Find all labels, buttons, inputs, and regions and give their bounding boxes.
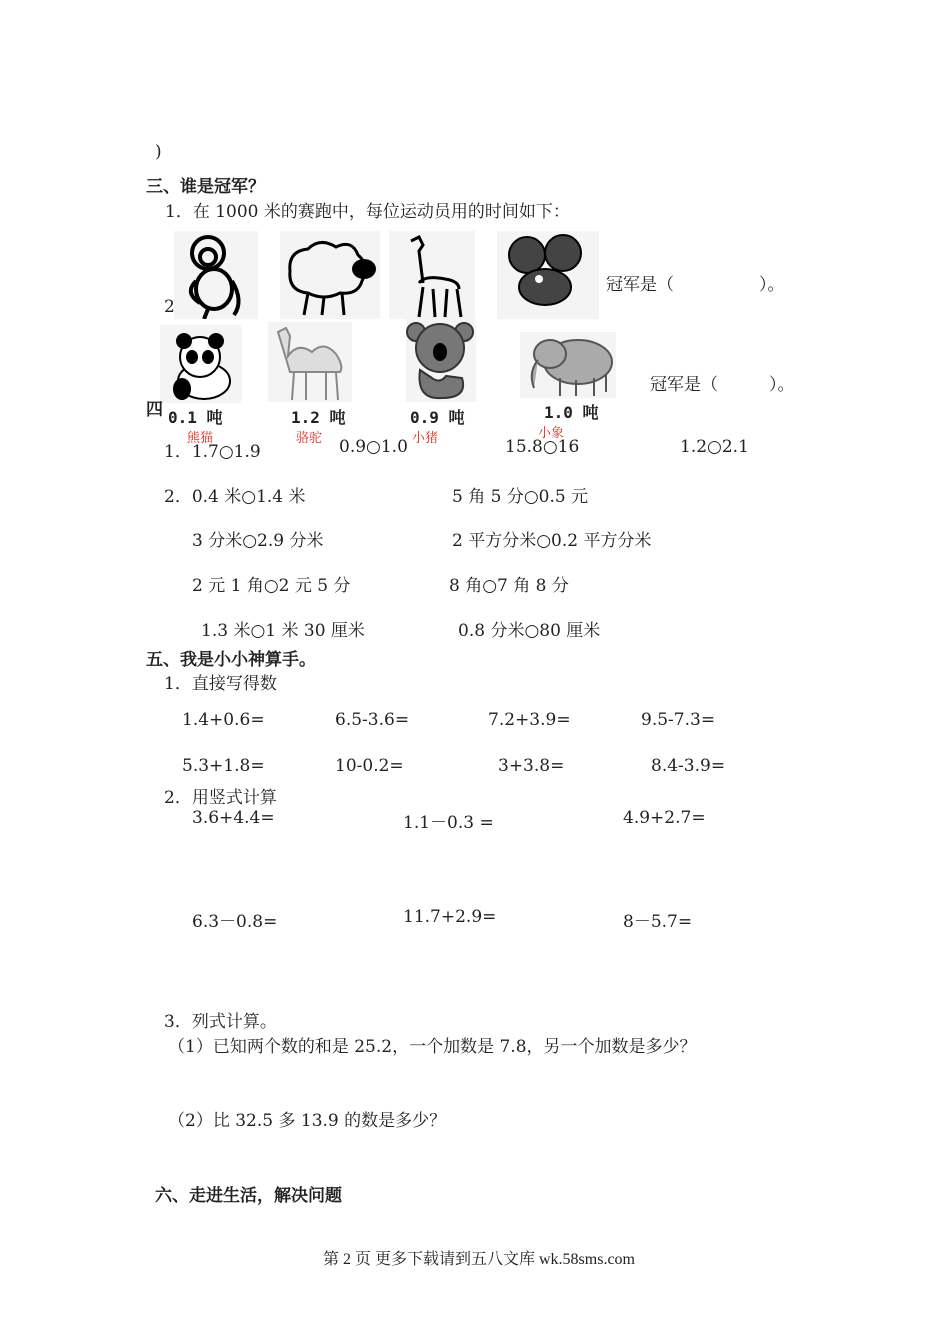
camel-image: [268, 322, 352, 402]
compare-item: 3 分米○2.9 分米: [192, 531, 324, 551]
section5-q1: 1．直接写得数: [164, 674, 277, 694]
vertical-calc-item: 3.6+4.4=: [192, 808, 275, 828]
compare-item: 2 元 1 角○2 元 5 分: [192, 576, 351, 596]
elephant-weight: 1.0 吨: [544, 403, 599, 422]
panda-image: [160, 325, 242, 403]
compare-item: 2 平方分米○0.2 平方分米: [452, 531, 652, 551]
section4-title-fragment: 四: [146, 400, 163, 420]
section5-q2: 2．用竖式计算: [164, 788, 277, 808]
camel-weight: 1.2 吨: [291, 408, 346, 427]
compare-item: 0.8 分米○80 厘米: [458, 621, 601, 641]
section3-q1: 1．在 1000 米的赛跑中，每位运动员用的时间如下：: [165, 202, 570, 222]
mental-calc-item: 10-0.2=: [335, 756, 404, 776]
vertical-calc-item: 1.1－0.3 =: [403, 813, 494, 833]
compare-item: 0.9○1.0: [339, 437, 408, 457]
mental-calc-item: 6.5-3.6=: [335, 710, 410, 730]
compare-item: 15.8○16: [505, 437, 580, 457]
mental-calc-item: 7.2+3.9=: [488, 710, 571, 730]
mental-calc-item: 9.5-7.3=: [641, 710, 716, 730]
section3-title: 三、谁是冠军？: [146, 177, 265, 197]
vertical-calc-item: 4.9+2.7=: [623, 808, 706, 828]
page-footer: 第 2 页 更多下载请到五八文库 wk.58sms.com: [323, 1251, 636, 1268]
mental-calc-item: 8.4-3.9=: [651, 756, 726, 776]
vertical-calc-item: 8－5.7=: [623, 912, 693, 932]
section5-q3: 3．列式计算。: [164, 1012, 277, 1032]
section5-q3-1: （1）已知两个数的和是 25.2，一个加数是 7.8，另一个加数是多少？: [168, 1037, 697, 1057]
mouse-image: [497, 231, 599, 319]
pig-label: 小猪: [412, 431, 439, 446]
compare-item: 5 角 5 分○0.5 元: [452, 487, 589, 507]
panda-label: 熊猫: [187, 431, 214, 446]
section6-title: 六、走进生活，解决问题: [155, 1186, 342, 1206]
elephant-label: 小象: [538, 426, 565, 441]
panda-weight: 0.1 吨: [168, 408, 223, 427]
section3-q2-answer: 冠军是（ ）。: [650, 375, 795, 395]
sheep-image: [280, 231, 380, 319]
compare-item: 8 角○7 角 8 分: [449, 576, 569, 596]
giraffe-image: [389, 231, 475, 319]
vertical-calc-item: 11.7+2.9=: [403, 907, 497, 927]
compare-item: 2．0.4 米○1.4 米: [164, 487, 306, 507]
stray-paren: ): [155, 142, 162, 162]
section5-q3-2: （2）比 32.5 多 13.9 的数是多少？: [168, 1111, 447, 1131]
mental-calc-item: 3+3.8=: [498, 756, 565, 776]
compare-item: 1.2○2.1: [680, 437, 749, 457]
elephant-image: [520, 332, 616, 398]
section5-title: 五、我是小小神算手。: [146, 650, 316, 670]
section3-q2-number: 2: [164, 297, 175, 317]
section3-q1-answer: 冠军是（ ）。: [606, 275, 785, 295]
koala-weight: 0.9 吨: [410, 408, 465, 427]
vertical-calc-item: 6.3－0.8=: [192, 912, 278, 932]
mental-calc-item: 5.3+1.8=: [182, 756, 265, 776]
camel-label: 骆驼: [296, 431, 323, 446]
mental-calc-item: 1.4+0.6=: [182, 710, 265, 730]
koala-image: [406, 318, 476, 402]
compare-item: 1.3 米○1 米 30 厘米: [201, 621, 365, 641]
monkey-image: [174, 231, 258, 319]
compare-item: 1．1.7○1.9: [164, 442, 261, 462]
